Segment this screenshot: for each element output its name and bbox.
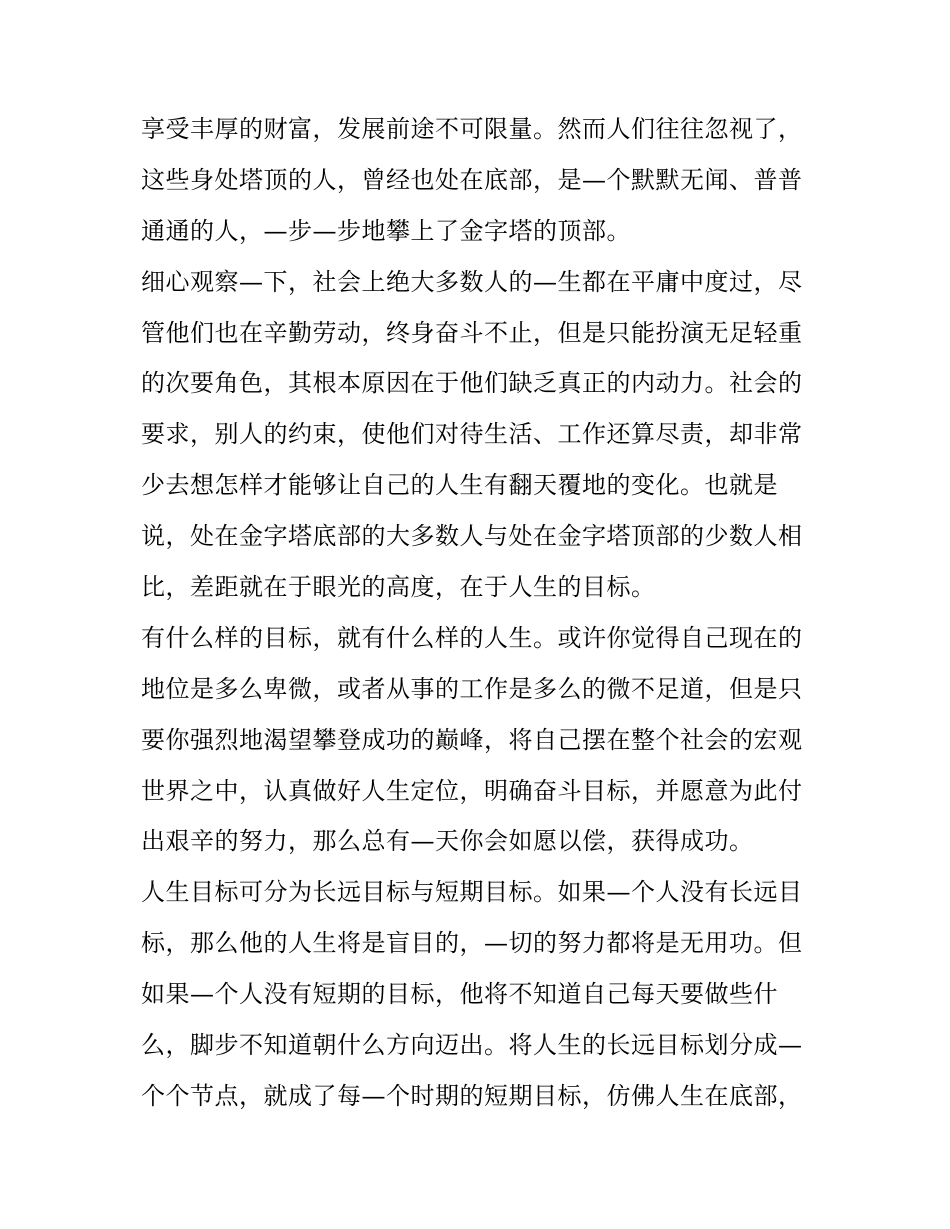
text-line: 通通的人，—步—步地攀上了金字塔的顶部。: [141, 216, 631, 245]
body-text: [141, 104, 821, 1122]
text-line: 么，脚步不知道朝什么方向迈出。将人生的长远目标划分成—: [141, 1031, 803, 1060]
text-line: 细心观察—下，社会上绝大多数人的—生都在平庸中度过，尽: [141, 267, 803, 296]
text-line: 少去想怎样才能够让自己的人生有翻天覆地的变化。也就是: [141, 471, 778, 500]
text-line: 要你强烈地渴望攀登成功的巅峰，将自己摆在整个社会的宏观: [141, 725, 803, 754]
text-line: 管他们也在辛勤劳动，终身奋斗不止，但是只能扮演无足轻重: [141, 318, 803, 347]
text-line: 人生目标可分为长远目标与短期目标。如果—个人没有长远目: [141, 878, 803, 907]
text-line: 世界之中，认真做好人生定位，明确奋斗目标，并愿意为此付: [141, 776, 803, 805]
text-line: 比，差距就在于眼光的高度，在于人生的目标。: [141, 573, 656, 602]
text-line: 要求，别人的约束，使他们对待生活、工作还算尽责，却非常: [141, 420, 803, 449]
text-line: 出艰辛的努力，那么总有—天你会如愿以偿，获得成功。: [141, 827, 754, 856]
text-line: 标，那么他的人生将是盲目的，—切的努力都将是无用功。但: [141, 929, 803, 958]
text-line: 有什么样的目标，就有什么样的人生。或许你觉得自己现在的: [141, 623, 803, 652]
text-line: 个个节点，就成了每—个时期的短期目标，仿佛人生在底部，: [141, 1081, 803, 1110]
text-line: 地位是多么卑微，或者从事的工作是多么的微不足道，但是只: [141, 674, 803, 703]
text-line: 如果—个人没有短期的目标，他将不知道自己每天要做些什: [141, 980, 778, 1009]
text-line: 说，处在金字塔底部的大多数人与处在金字塔顶部的少数人相: [141, 522, 803, 551]
text-line: 的次要角色，其根本原因在于他们缺乏真正的内动力。社会的: [141, 369, 803, 398]
text-line: 这些身处塔顶的人，曾经也处在底部，是—个默默无闻、普普: [141, 165, 803, 194]
text-line: 享受丰厚的财富，发展前途不可限量。然而人们往往忽视了，: [141, 115, 803, 143]
